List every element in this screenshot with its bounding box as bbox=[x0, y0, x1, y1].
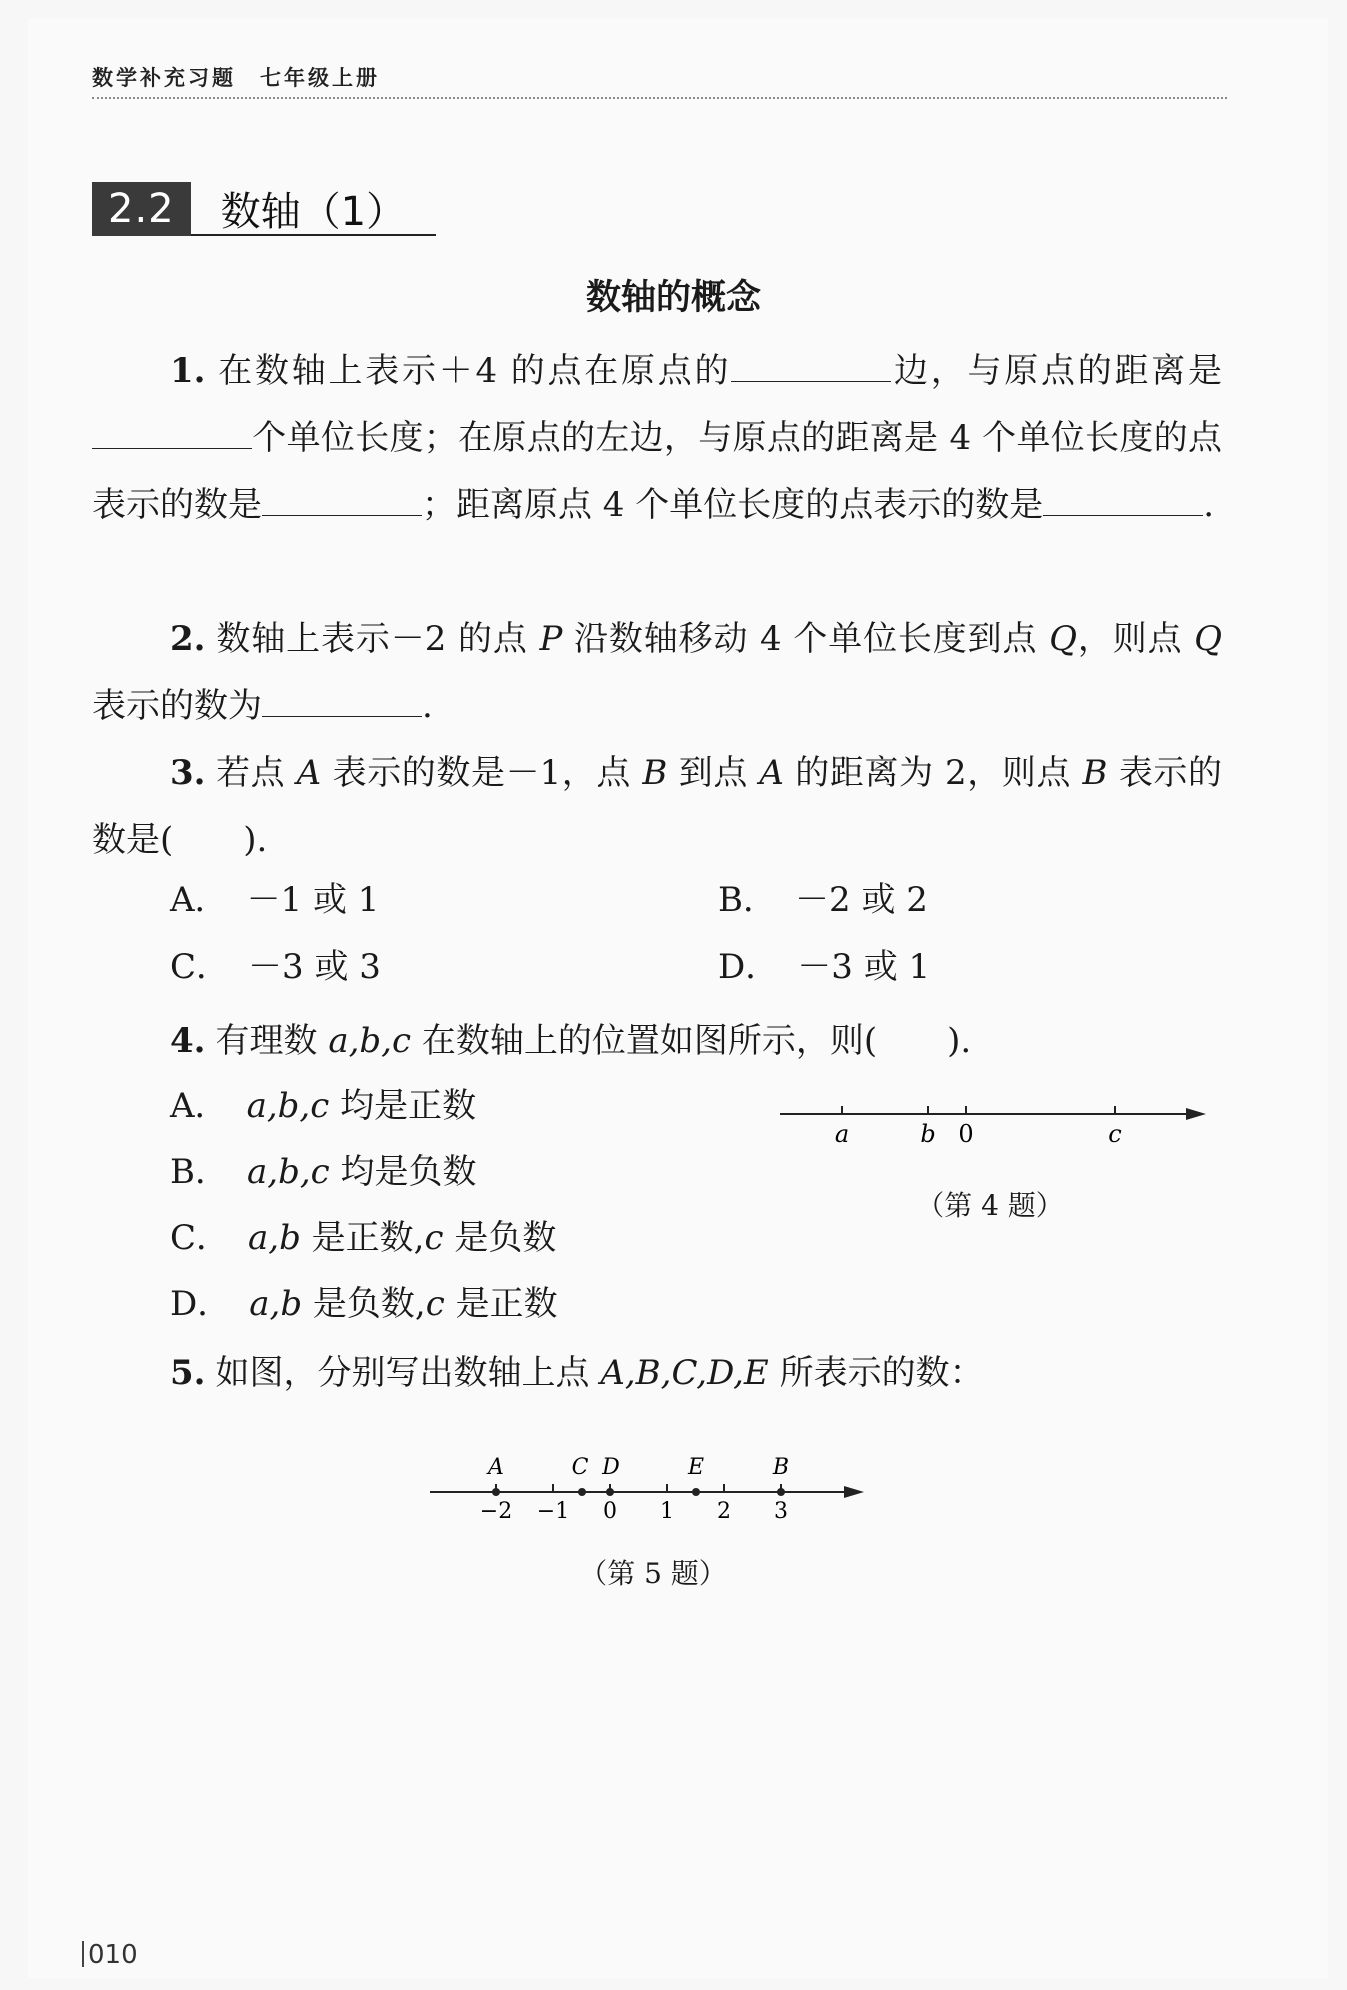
question-4 bbox=[92, 1008, 1222, 1075]
option-label: D． bbox=[718, 947, 780, 987]
point-label-b: B bbox=[772, 1455, 790, 1480]
point-d-dot bbox=[606, 1488, 614, 1496]
option-text: 是负数, bbox=[302, 1284, 426, 1324]
option-text: 均是正数 bbox=[329, 1086, 477, 1126]
point-label-e: E bbox=[687, 1455, 705, 1480]
q5-text-2: 所表示的数： bbox=[768, 1353, 984, 1393]
page-number bbox=[82, 1940, 138, 1970]
subheading: 数轴的概念 bbox=[585, 278, 761, 318]
point-b: B bbox=[642, 753, 668, 793]
question-1 bbox=[92, 338, 1222, 539]
q1-text-2: 边，与原点的距离是 bbox=[891, 351, 1222, 391]
point-p: P bbox=[539, 619, 563, 659]
question-number: 2. bbox=[170, 619, 206, 659]
question-5 bbox=[92, 1340, 1222, 1407]
tick-label-b: b bbox=[920, 1120, 936, 1148]
answer-blank[interactable] bbox=[92, 418, 252, 449]
point-a: A bbox=[296, 753, 322, 793]
option-label: A． bbox=[170, 1086, 229, 1126]
q2-text-2: 沿数轴移动 4 个单位长度到点 bbox=[562, 619, 1050, 659]
point-b-dot bbox=[777, 1488, 785, 1496]
q4-text-3: ). bbox=[947, 1021, 972, 1061]
q4-option-c[interactable] bbox=[170, 1218, 556, 1258]
answer-blank[interactable] bbox=[262, 485, 422, 516]
q3-option-c[interactable] bbox=[170, 947, 381, 987]
q2-text-4: 表示的数为 bbox=[92, 686, 262, 726]
axis-arrow bbox=[1186, 1108, 1206, 1120]
q4-option-a[interactable] bbox=[170, 1086, 476, 1126]
tick-label: 1 bbox=[660, 1499, 674, 1524]
option-vars: a,b bbox=[248, 1218, 301, 1258]
option-text-2: 是正数 bbox=[444, 1284, 558, 1324]
option-vars: a,b,c bbox=[247, 1152, 330, 1192]
option-text: －2 或 2 bbox=[795, 880, 928, 920]
q3-text-2: 表示的数是－1，点 bbox=[321, 753, 643, 793]
tick-label: 0 bbox=[603, 1499, 617, 1524]
axis-arrow bbox=[844, 1486, 864, 1498]
page-number-bar bbox=[82, 1941, 84, 1967]
point-list: A,B,C,D,E bbox=[600, 1353, 769, 1393]
option-vars: a,b,c bbox=[246, 1086, 330, 1126]
ticks bbox=[496, 1484, 781, 1492]
point-label-a: A bbox=[488, 1455, 504, 1480]
q2-text-3: ，则点 bbox=[1076, 619, 1195, 659]
q4-text-2: 在数轴上的位置如图所示，则( bbox=[411, 1021, 878, 1061]
q3-text-5: 表示的数是( bbox=[92, 753, 1223, 860]
q4-text-1: 有理数 bbox=[215, 1021, 329, 1061]
option-text-2: 是负数 bbox=[443, 1218, 557, 1258]
q4-number-line bbox=[770, 1098, 1230, 1158]
q5-text-1: 如图，分别写出数轴上点 bbox=[215, 1353, 601, 1393]
point-e-dot bbox=[692, 1488, 700, 1496]
tick-label: −2 bbox=[479, 1499, 513, 1524]
q3-text-3: 到点 bbox=[667, 753, 760, 793]
point-a: A bbox=[759, 753, 784, 793]
q3-option-a[interactable] bbox=[170, 880, 379, 920]
q2-text-5: . bbox=[422, 686, 433, 726]
point-q: Q bbox=[1049, 619, 1077, 659]
option-label: C． bbox=[170, 947, 231, 987]
tick-label-zero: 0 bbox=[958, 1120, 974, 1148]
q1-text-3: 个单位长度；在原点的左边，与原点的距离是 4 个单位长度的点表示的数是 bbox=[92, 418, 1222, 525]
figure-caption: （第 4 题） bbox=[916, 1189, 1064, 1222]
q5-number-line bbox=[420, 1448, 880, 1536]
point-q: Q bbox=[1194, 619, 1222, 659]
question-number: 4. bbox=[170, 1021, 206, 1061]
running-head: 数学补充习题 七年级上册 bbox=[92, 66, 380, 90]
tick-label: 2 bbox=[717, 1499, 731, 1524]
point-b: B bbox=[1082, 753, 1108, 793]
point-c-dot bbox=[578, 1488, 586, 1496]
option-text: －3 或 3 bbox=[248, 947, 381, 987]
option-vars: a,b bbox=[249, 1284, 303, 1324]
answer-blank[interactable] bbox=[262, 686, 422, 717]
option-label: A． bbox=[170, 880, 229, 920]
question-number: 3. bbox=[170, 753, 206, 793]
option-label: C． bbox=[170, 1218, 231, 1258]
tick-label: 3 bbox=[774, 1499, 788, 1524]
q3-text-4: 的距离为 2，则点 bbox=[783, 753, 1083, 793]
section-heading bbox=[92, 182, 436, 236]
option-vars-2: c bbox=[424, 1218, 444, 1258]
question-2 bbox=[92, 606, 1222, 740]
question-number: 5. bbox=[170, 1353, 206, 1393]
question-3 bbox=[92, 740, 1222, 874]
q1-text-1: 在数轴上表示＋4 的点在原点的 bbox=[215, 351, 732, 391]
q3-option-b[interactable] bbox=[718, 880, 928, 920]
point-a-dot bbox=[492, 1488, 500, 1496]
option-text: －1 或 1 bbox=[246, 880, 380, 920]
question-number: 1. bbox=[170, 351, 206, 391]
option-label: B． bbox=[718, 880, 777, 920]
q3-text-6: ). bbox=[243, 820, 268, 860]
option-label: B． bbox=[170, 1152, 229, 1192]
q2-text-1: 数轴上表示－2 的点 bbox=[215, 619, 540, 659]
option-text: －3 或 1 bbox=[797, 947, 931, 987]
header-rule bbox=[92, 97, 1227, 99]
q4-option-d[interactable] bbox=[170, 1284, 558, 1324]
point-label-c: C bbox=[571, 1455, 589, 1480]
option-text: 均是负数 bbox=[329, 1152, 477, 1192]
answer-blank[interactable] bbox=[731, 351, 891, 382]
tick-label: −1 bbox=[536, 1499, 570, 1524]
tick-label-a: a bbox=[834, 1120, 850, 1148]
section-title: 数轴（1） bbox=[191, 182, 436, 236]
q3-text-1: 若点 bbox=[215, 753, 297, 793]
point-label-d: D bbox=[602, 1455, 620, 1480]
q1-text-4: ；距离原点 4 个单位长度的点表示的数是 bbox=[422, 485, 1044, 525]
answer-blank[interactable] bbox=[1043, 485, 1203, 516]
section-number: 2.2 bbox=[92, 182, 191, 236]
page-number-text: 010 bbox=[88, 1940, 138, 1970]
option-vars-2: c bbox=[425, 1284, 445, 1324]
q1-text-5: . bbox=[1203, 485, 1215, 525]
variables-abc: a,b,c bbox=[328, 1021, 412, 1061]
option-label: D． bbox=[170, 1284, 232, 1324]
tick-label-c: c bbox=[1108, 1120, 1122, 1148]
q3-option-d[interactable] bbox=[718, 947, 930, 987]
q4-option-b[interactable] bbox=[170, 1152, 477, 1192]
figure-caption: （第 5 题） bbox=[579, 1557, 727, 1590]
option-text: 是正数, bbox=[300, 1218, 425, 1258]
